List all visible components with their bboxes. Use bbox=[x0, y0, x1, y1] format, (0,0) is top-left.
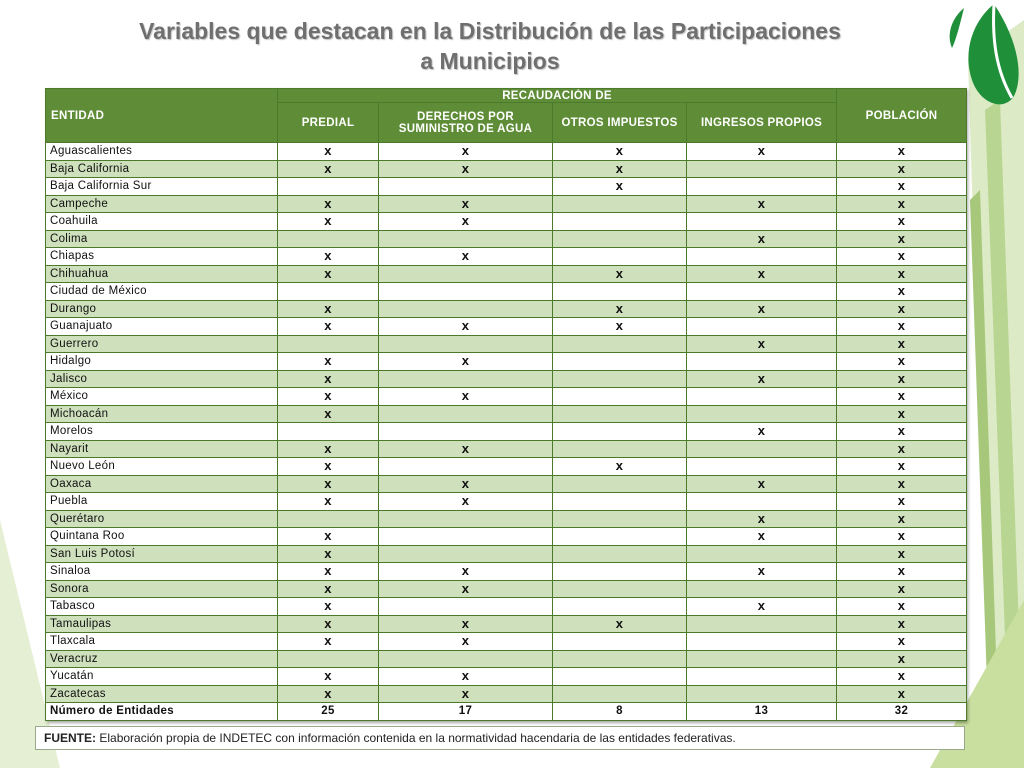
table-row bbox=[46, 195, 967, 213]
cell-derechos bbox=[379, 458, 553, 476]
table-row bbox=[46, 335, 967, 353]
header-poblacion: POBLACIÓN bbox=[837, 89, 967, 143]
cell-ingresos bbox=[687, 318, 837, 336]
cell-otros bbox=[553, 388, 687, 406]
entidad-name: Sinaloa bbox=[46, 563, 278, 581]
cell-otros bbox=[553, 528, 687, 546]
cell-predial: x bbox=[278, 493, 379, 511]
cell-otros bbox=[553, 230, 687, 248]
cell-ingresos: x bbox=[687, 598, 837, 616]
cell-predial: x bbox=[278, 300, 379, 318]
cell-otros bbox=[553, 633, 687, 651]
cell-derechos: x bbox=[379, 353, 553, 371]
cell-otros: x bbox=[553, 300, 687, 318]
cell-otros: x bbox=[553, 178, 687, 196]
cell-derechos: x bbox=[379, 195, 553, 213]
cell-ingresos: x bbox=[687, 423, 837, 441]
cell-predial: x bbox=[278, 440, 379, 458]
cell-ingresos bbox=[687, 405, 837, 423]
cell-derechos bbox=[379, 300, 553, 318]
entidad-name: Veracruz bbox=[46, 650, 278, 668]
cell-derechos: x bbox=[379, 615, 553, 633]
cell-predial: x bbox=[278, 143, 379, 161]
cell-ingresos bbox=[687, 650, 837, 668]
table-row bbox=[46, 510, 967, 528]
cell-otros bbox=[553, 510, 687, 528]
entidad-name: Guerrero bbox=[46, 335, 278, 353]
cell-poblacion: x bbox=[837, 510, 967, 528]
cell-derechos bbox=[379, 335, 553, 353]
table-row bbox=[46, 423, 967, 441]
cell-derechos: x bbox=[379, 160, 553, 178]
cell-otros bbox=[553, 580, 687, 598]
cell-derechos bbox=[379, 230, 553, 248]
entidad-name: Colima bbox=[46, 230, 278, 248]
cell-derechos: x bbox=[379, 685, 553, 703]
cell-predial bbox=[278, 510, 379, 528]
cell-poblacion: x bbox=[837, 318, 967, 336]
cell-ingresos bbox=[687, 178, 837, 196]
cell-ingresos bbox=[687, 545, 837, 563]
cell-ingresos bbox=[687, 685, 837, 703]
cell-predial: x bbox=[278, 633, 379, 651]
cell-derechos: x bbox=[379, 580, 553, 598]
entidad-name: Sonora bbox=[46, 580, 278, 598]
cell-predial: x bbox=[278, 545, 379, 563]
cell-poblacion: x bbox=[837, 615, 967, 633]
cell-derechos: x bbox=[379, 668, 553, 686]
cell-ingresos: x bbox=[687, 370, 837, 388]
cell-poblacion: x bbox=[837, 563, 967, 581]
entidad-name: Jalisco bbox=[46, 370, 278, 388]
cell-ingresos bbox=[687, 248, 837, 266]
cell-poblacion: x bbox=[837, 423, 967, 441]
cell-predial: x bbox=[278, 475, 379, 493]
table-row bbox=[46, 248, 967, 266]
cell-derechos: x bbox=[379, 475, 553, 493]
cell-predial bbox=[278, 230, 379, 248]
participaciones-table bbox=[45, 88, 966, 721]
cell-poblacion: x bbox=[837, 195, 967, 213]
cell-poblacion: x bbox=[837, 178, 967, 196]
header-derechos: DERECHOS POR SUMINISTRO DE AGUA bbox=[379, 103, 553, 143]
cell-ingresos bbox=[687, 580, 837, 598]
cell-predial bbox=[278, 178, 379, 196]
cell-predial bbox=[278, 335, 379, 353]
cell-predial bbox=[278, 283, 379, 301]
page-title bbox=[60, 16, 920, 76]
title-line-1: Variables que destacan en la Distribución de las Participaciones bbox=[139, 18, 841, 44]
cell-poblacion: x bbox=[837, 685, 967, 703]
cell-otros: x bbox=[553, 318, 687, 336]
entidad-name: Ciudad de México bbox=[46, 283, 278, 301]
cell-otros bbox=[553, 563, 687, 581]
cell-poblacion: x bbox=[837, 440, 967, 458]
cell-poblacion: x bbox=[837, 300, 967, 318]
entidad-name: Hidalgo bbox=[46, 353, 278, 371]
cell-poblacion: x bbox=[837, 580, 967, 598]
cell-otros bbox=[553, 283, 687, 301]
cell-ingresos: x bbox=[687, 265, 837, 283]
cell-otros bbox=[553, 423, 687, 441]
cell-poblacion: x bbox=[837, 230, 967, 248]
total-ingresos: 13 bbox=[687, 703, 837, 721]
cell-predial: x bbox=[278, 563, 379, 581]
header-entidad: ENTIDAD bbox=[46, 89, 278, 143]
table-row bbox=[46, 475, 967, 493]
header-ingresos: INGRESOS PROPIOS bbox=[687, 103, 837, 143]
cell-predial: x bbox=[278, 195, 379, 213]
table-row bbox=[46, 283, 967, 301]
cell-predial: x bbox=[278, 685, 379, 703]
table-row bbox=[46, 213, 967, 231]
cell-otros bbox=[553, 353, 687, 371]
title-line-2: a Municipios bbox=[420, 48, 560, 74]
cell-otros bbox=[553, 493, 687, 511]
cell-predial: x bbox=[278, 353, 379, 371]
entidad-name: Guanajuato bbox=[46, 318, 278, 336]
cell-poblacion: x bbox=[837, 668, 967, 686]
cell-ingresos: x bbox=[687, 528, 837, 546]
entidad-name: Coahuila bbox=[46, 213, 278, 231]
header-recaudacion: RECAUDACIÓN DE bbox=[278, 89, 837, 103]
cell-ingresos bbox=[687, 283, 837, 301]
entidad-name: Nayarit bbox=[46, 440, 278, 458]
cell-otros bbox=[553, 440, 687, 458]
cell-poblacion: x bbox=[837, 388, 967, 406]
total-row bbox=[46, 703, 967, 721]
cell-ingresos bbox=[687, 615, 837, 633]
cell-poblacion: x bbox=[837, 405, 967, 423]
table-row bbox=[46, 388, 967, 406]
entidad-name: Morelos bbox=[46, 423, 278, 441]
cell-otros: x bbox=[553, 160, 687, 178]
cell-derechos bbox=[379, 283, 553, 301]
source-footnote bbox=[35, 726, 965, 750]
table-row bbox=[46, 370, 967, 388]
cell-otros bbox=[553, 248, 687, 266]
entidad-name: Campeche bbox=[46, 195, 278, 213]
cell-ingresos: x bbox=[687, 475, 837, 493]
cell-derechos bbox=[379, 598, 553, 616]
cell-poblacion: x bbox=[837, 143, 967, 161]
cell-derechos: x bbox=[379, 318, 553, 336]
table-row bbox=[46, 668, 967, 686]
table-row bbox=[46, 615, 967, 633]
cell-derechos bbox=[379, 178, 553, 196]
cell-otros bbox=[553, 195, 687, 213]
entidad-name: Baja California bbox=[46, 160, 278, 178]
table-row bbox=[46, 580, 967, 598]
entidad-name: Aguascalientes bbox=[46, 143, 278, 161]
cell-poblacion: x bbox=[837, 283, 967, 301]
entidad-name: Yucatán bbox=[46, 668, 278, 686]
cell-ingresos: x bbox=[687, 335, 837, 353]
cell-derechos bbox=[379, 545, 553, 563]
cell-derechos bbox=[379, 650, 553, 668]
cell-ingresos bbox=[687, 388, 837, 406]
cell-derechos bbox=[379, 528, 553, 546]
entidad-name: Tamaulipas bbox=[46, 615, 278, 633]
entidad-name: Oaxaca bbox=[46, 475, 278, 493]
table-row bbox=[46, 405, 967, 423]
cell-ingresos: x bbox=[687, 230, 837, 248]
cell-predial: x bbox=[278, 265, 379, 283]
cell-poblacion: x bbox=[837, 598, 967, 616]
table-row bbox=[46, 545, 967, 563]
cell-ingresos bbox=[687, 493, 837, 511]
table-row bbox=[46, 353, 967, 371]
cell-derechos: x bbox=[379, 563, 553, 581]
entidad-name: Chihuahua bbox=[46, 265, 278, 283]
cell-predial: x bbox=[278, 388, 379, 406]
cell-ingresos bbox=[687, 458, 837, 476]
cell-otros bbox=[553, 668, 687, 686]
entidad-name: San Luis Potosí bbox=[46, 545, 278, 563]
table-row bbox=[46, 265, 967, 283]
cell-ingresos bbox=[687, 213, 837, 231]
cell-predial: x bbox=[278, 528, 379, 546]
cell-poblacion: x bbox=[837, 335, 967, 353]
cell-otros: x bbox=[553, 615, 687, 633]
table-row bbox=[46, 493, 967, 511]
cell-otros bbox=[553, 370, 687, 388]
cell-predial: x bbox=[278, 248, 379, 266]
table-body bbox=[46, 143, 967, 721]
table-row bbox=[46, 440, 967, 458]
cell-otros bbox=[553, 650, 687, 668]
cell-predial: x bbox=[278, 318, 379, 336]
cell-predial bbox=[278, 423, 379, 441]
cell-ingresos: x bbox=[687, 510, 837, 528]
cell-otros bbox=[553, 405, 687, 423]
entidad-name: Baja California Sur bbox=[46, 178, 278, 196]
cell-otros: x bbox=[553, 458, 687, 476]
cell-derechos: x bbox=[379, 143, 553, 161]
entidad-name: Durango bbox=[46, 300, 278, 318]
table-header bbox=[46, 89, 967, 143]
cell-otros bbox=[553, 335, 687, 353]
cell-poblacion: x bbox=[837, 528, 967, 546]
cell-derechos: x bbox=[379, 493, 553, 511]
footnote-label: FUENTE: bbox=[44, 731, 96, 745]
total-derechos: 17 bbox=[379, 703, 553, 721]
cell-predial: x bbox=[278, 598, 379, 616]
table-row bbox=[46, 178, 967, 196]
entidad-name: Michoacán bbox=[46, 405, 278, 423]
footnote-text: Elaboración propia de INDETEC con información contenida en la normatividad hacendaria de las entidades federativas. bbox=[99, 731, 736, 745]
table-row bbox=[46, 318, 967, 336]
cell-derechos: x bbox=[379, 388, 553, 406]
table-row bbox=[46, 598, 967, 616]
cell-predial: x bbox=[278, 370, 379, 388]
entidad-name: Tabasco bbox=[46, 598, 278, 616]
entidad-name: Tlaxcala bbox=[46, 633, 278, 651]
cell-predial: x bbox=[278, 668, 379, 686]
cell-ingresos: x bbox=[687, 195, 837, 213]
cell-poblacion: x bbox=[837, 458, 967, 476]
entidad-name: Chiapas bbox=[46, 248, 278, 266]
cell-poblacion: x bbox=[837, 213, 967, 231]
entidad-name: Quintana Roo bbox=[46, 528, 278, 546]
cell-poblacion: x bbox=[837, 265, 967, 283]
cell-poblacion: x bbox=[837, 545, 967, 563]
cell-predial bbox=[278, 650, 379, 668]
cell-poblacion: x bbox=[837, 475, 967, 493]
table-row bbox=[46, 633, 967, 651]
cell-derechos: x bbox=[379, 440, 553, 458]
total-poblacion: 32 bbox=[837, 703, 967, 721]
total-label: Número de Entidades bbox=[46, 703, 278, 721]
total-otros: 8 bbox=[553, 703, 687, 721]
cell-poblacion: x bbox=[837, 353, 967, 371]
cell-otros bbox=[553, 598, 687, 616]
header-otros: OTROS IMPUESTOS bbox=[553, 103, 687, 143]
cell-ingresos bbox=[687, 440, 837, 458]
cell-ingresos: x bbox=[687, 143, 837, 161]
entidad-name: México bbox=[46, 388, 278, 406]
cell-predial: x bbox=[278, 615, 379, 633]
cell-derechos bbox=[379, 370, 553, 388]
cell-poblacion: x bbox=[837, 248, 967, 266]
cell-otros: x bbox=[553, 265, 687, 283]
entidad-name: Nuevo León bbox=[46, 458, 278, 476]
cell-predial: x bbox=[278, 213, 379, 231]
cell-ingresos bbox=[687, 668, 837, 686]
cell-predial: x bbox=[278, 458, 379, 476]
cell-poblacion: x bbox=[837, 650, 967, 668]
cell-derechos: x bbox=[379, 633, 553, 651]
cell-derechos bbox=[379, 423, 553, 441]
entidad-name: Puebla bbox=[46, 493, 278, 511]
cell-derechos bbox=[379, 510, 553, 528]
cell-otros: x bbox=[553, 143, 687, 161]
entidad-name: Querétaro bbox=[46, 510, 278, 528]
entidad-name: Zacatecas bbox=[46, 685, 278, 703]
cell-ingresos bbox=[687, 633, 837, 651]
cell-derechos: x bbox=[379, 248, 553, 266]
table-row bbox=[46, 300, 967, 318]
table-row bbox=[46, 458, 967, 476]
cell-predial: x bbox=[278, 160, 379, 178]
cell-derechos bbox=[379, 405, 553, 423]
cell-predial: x bbox=[278, 580, 379, 598]
cell-otros bbox=[553, 545, 687, 563]
table-row bbox=[46, 563, 967, 581]
cell-otros bbox=[553, 685, 687, 703]
table-row bbox=[46, 160, 967, 178]
cell-otros bbox=[553, 475, 687, 493]
cell-poblacion: x bbox=[837, 493, 967, 511]
cell-poblacion: x bbox=[837, 633, 967, 651]
total-predial: 25 bbox=[278, 703, 379, 721]
table-row bbox=[46, 143, 967, 161]
cell-ingresos bbox=[687, 353, 837, 371]
cell-poblacion: x bbox=[837, 160, 967, 178]
cell-ingresos: x bbox=[687, 300, 837, 318]
cell-poblacion: x bbox=[837, 370, 967, 388]
table-row bbox=[46, 230, 967, 248]
cell-derechos: x bbox=[379, 213, 553, 231]
header-predial: PREDIAL bbox=[278, 103, 379, 143]
cell-ingresos bbox=[687, 160, 837, 178]
cell-ingresos: x bbox=[687, 563, 837, 581]
table-row bbox=[46, 685, 967, 703]
table-row bbox=[46, 650, 967, 668]
cell-derechos bbox=[379, 265, 553, 283]
cell-predial: x bbox=[278, 405, 379, 423]
cell-otros bbox=[553, 213, 687, 231]
table-row bbox=[46, 528, 967, 546]
